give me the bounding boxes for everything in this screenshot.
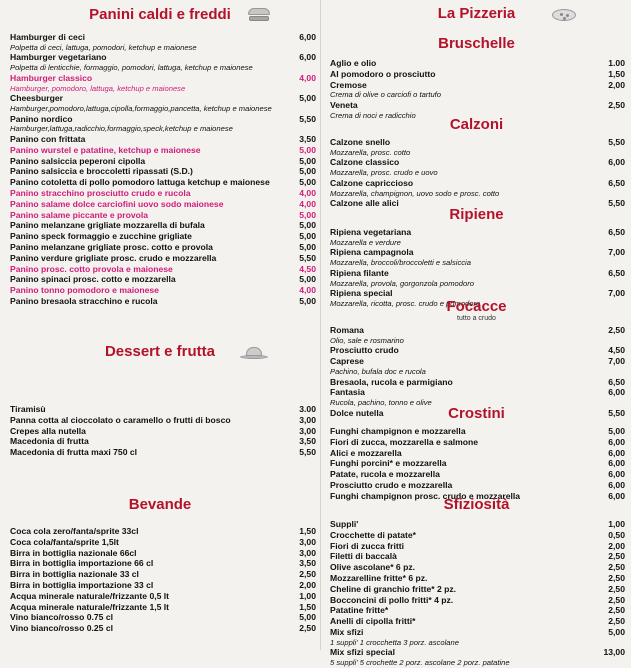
menu-item-name: Suppli' [330, 519, 359, 529]
bruschelle-section [322, 35, 631, 120]
menu-item-name: Acqua minerale naturale/frizzante 1,5 lt [10, 601, 170, 612]
ripiene-list [322, 227, 631, 309]
menu-item-price: 6,50 [608, 177, 625, 188]
menu-item [330, 584, 625, 595]
bruschelle-title: Bruschelle [438, 35, 515, 52]
menu-item-price: 2,50 [608, 583, 625, 594]
menu-item [10, 264, 316, 275]
menu-item [10, 426, 316, 437]
menu-item-price: 6,00 [608, 157, 625, 168]
menu-item-price: 2,50 [608, 325, 625, 335]
menu-item-name: Birra in bottiglia nazionale 66cl [10, 547, 137, 558]
menu-item-name: Ripiena filante [330, 267, 389, 278]
menu-item-price: 6,00 [608, 436, 625, 447]
menu-item-price: 3.00 [299, 404, 316, 414]
menu-item [10, 199, 316, 210]
menu-item [10, 32, 316, 52]
menu-item [330, 458, 625, 469]
menu-item-price: 5,50 [608, 137, 625, 147]
crostini-list [322, 426, 631, 502]
menu-item-name: Fiori di zucca fritti [330, 540, 405, 551]
pizza-icon [552, 9, 576, 21]
menu-item-name: Bresaola, rucola e parmigiano [330, 376, 453, 387]
menu-item-price: 5,00 [299, 231, 316, 242]
menu-item-price: 5,50 [299, 252, 316, 263]
menu-item-description: Polpetta di ceci, lattuga, pomodori, ketchup e maionese [10, 42, 197, 52]
menu-item-name: Funghi champignon prosc. crudo e mozzarella [330, 490, 521, 501]
menu-item-name: Macedonia di frutta [10, 436, 89, 447]
menu-item [330, 157, 625, 177]
menu-item-price: 6,00 [608, 387, 625, 398]
menu-item [10, 253, 316, 264]
menu-item-price: 3,00 [299, 547, 316, 558]
menu-item-price: 4,00 [299, 72, 316, 83]
menu-item-name: Al pomodoro o prosciutto [330, 68, 436, 79]
menu-item-price: 1,50 [299, 526, 316, 536]
menu-item [10, 602, 316, 613]
menu-item-name: Crocchette di patate* [330, 529, 416, 540]
menu-item [10, 166, 316, 177]
bevande-list [0, 526, 320, 634]
menu-item-name: Caprese [330, 356, 364, 367]
dessert-plate-icon [240, 345, 268, 359]
dessert-list [0, 404, 320, 458]
menu-item [10, 612, 316, 623]
menu-item [330, 647, 625, 667]
menu-item-name: Mozzarelline fritte* 6 pz. [330, 572, 428, 583]
menu-item [10, 569, 316, 580]
menu-item [10, 285, 316, 296]
menu-item-price: 6,00 [608, 479, 625, 490]
menu-item-name: Hamburger classico [10, 72, 93, 83]
menu-item-name: Birra in bottiglia importazione 66 cl [10, 558, 154, 569]
menu-item [10, 436, 316, 447]
menu-item-name: Romana [330, 325, 364, 335]
menu-item-name: Patate, rucola e mozzarella [330, 469, 440, 480]
menu-item-name: Birra in bottiglia importazione 33 cl [10, 579, 154, 590]
crostini-section [322, 405, 631, 502]
menu-item-description: Mozzarella, prosc. crudo e uovo [330, 168, 438, 178]
menu-item-price: 4,50 [608, 345, 625, 356]
menu-item-price: 5,00 [299, 177, 316, 188]
menu-item-name: Ripiena special [330, 288, 393, 299]
menu-item-price: 13,00 [603, 647, 625, 658]
focacce-subtitle: tutto a crudo [457, 315, 496, 322]
menu-item [330, 69, 625, 80]
menu-item-price: 3,50 [299, 558, 316, 569]
menu-item-name: Cheline di granchio fritte* 2 pz. [330, 583, 457, 594]
menu-item-price: 5,00 [299, 166, 316, 177]
menu-item [10, 93, 316, 113]
menu-item [330, 541, 625, 552]
menu-item-description: Mozzarella, provola, gorgonzola pomodoro [330, 278, 474, 288]
menu-item-price: 2,50 [299, 569, 316, 580]
menu-item-name: Panino cotoletta di pollo pomodoro lattuga ketchup e maionese [10, 177, 270, 188]
menu-item-price: 4,50 [299, 263, 316, 274]
menu-item-price: 5,00 [299, 144, 316, 155]
menu-item-name: Anelli di cipolla fritti* [330, 616, 416, 627]
menu-item-price: 2,50 [608, 562, 625, 573]
menu-item [10, 220, 316, 231]
bevande-title: Bevande [128, 496, 192, 513]
menu-item-description: Olio, sale e rosmarino [330, 335, 404, 345]
sfiziosita-section [322, 496, 631, 668]
menu-item-name: Alici e mozzarella [330, 447, 402, 458]
menu-item-price: 2,50 [608, 605, 625, 616]
menu-item-price: 5,00 [299, 241, 316, 252]
menu-item-price: 7,00 [608, 356, 625, 367]
menu-item-price: 5,50 [608, 407, 625, 418]
menu-item-price: 5,00 [299, 612, 316, 623]
menu-item-price: 3,00 [299, 414, 316, 425]
menu-item-price: 4,00 [299, 198, 316, 209]
menu-item-name: Funghi champignon e mozzarella [330, 426, 466, 436]
menu-item-description: Mozzarella, ricotta, prosc. crudo e pomodoro [330, 298, 481, 308]
menu-item-price: 6,00 [299, 32, 316, 42]
menu-item-price: 4,00 [299, 187, 316, 198]
menu-item [10, 623, 316, 634]
menu-item-description: 5 suppli' 5 crochette 2 porz. ascolane 2 porz. patatine [330, 658, 510, 668]
menu-item [330, 573, 625, 584]
menu-item-name: Panino melanzane grigliate prosc. cotto e provola [10, 241, 213, 252]
menu-item [330, 551, 625, 562]
menu-item-price: 2,50 [608, 572, 625, 583]
menu-item [330, 480, 625, 491]
menu-item-name: Tiramisù [10, 404, 46, 414]
menu-item-name: Ripiena vegetariana [330, 227, 412, 237]
menu-item-price: 5,00 [608, 626, 625, 637]
menu-item-price: 2,50 [608, 616, 625, 627]
menu-item-description: Mozzarella e verdure [330, 237, 401, 247]
menu-item-name: Calzone capriccioso [330, 177, 414, 188]
menu-item-price: 3,00 [299, 425, 316, 436]
menu-item-name: Acqua minerale naturale/frizzante 0,5 lt [10, 590, 170, 601]
menu-item-name: Fiori di zucca, mozzarella e salmone [330, 436, 479, 447]
dessert-section [0, 343, 320, 458]
menu-item-name: Dolce nutella [330, 407, 384, 418]
menu-item [10, 188, 316, 199]
menu-item-name: Veneta [330, 99, 358, 110]
menu-item-price: 1,00 [299, 590, 316, 601]
menu-item-price: 5,00 [299, 209, 316, 220]
menu-item-description: Mozzarella, prosc. cotto [330, 147, 411, 157]
menu-item-name: Panino nordico [10, 113, 73, 124]
menu-item [10, 296, 316, 307]
menu-item-name: Ripiena campagnola [330, 247, 414, 258]
calzoni-title: Calzoni [449, 116, 504, 133]
menu-item [10, 415, 316, 426]
menu-item-name: Panino prosc. cotto provola e maionese [10, 263, 173, 274]
menu-item [330, 448, 625, 459]
menu-item [330, 562, 625, 573]
menu-item-price: 1,50 [608, 68, 625, 79]
panini-section [0, 6, 320, 307]
menu-item-description: Crema di noci e radicchio [330, 110, 416, 120]
menu-item-name: Mix sfizi [330, 626, 364, 637]
menu-item [330, 345, 625, 356]
menu-item-name: Coca cola/fanta/sprite 1,5lt [10, 536, 119, 547]
panini-title: Panini caldi e freddi [89, 6, 231, 23]
menu-item-price: 4,00 [299, 285, 316, 296]
menu-item-price: 5,50 [299, 113, 316, 124]
menu-item [330, 605, 625, 616]
crostini-title: Crostini [448, 405, 505, 422]
menu-item-name: Calzone alle alici [330, 198, 399, 209]
menu-item-price: 2,50 [608, 99, 625, 110]
menu-item-name: Aglio e olio [330, 58, 377, 68]
menu-item-name: Calzone classico [330, 157, 400, 168]
menu-item-price: 6,00 [608, 469, 625, 480]
menu-item [330, 627, 625, 647]
menu-item-name: Panino salame piccante e provola [10, 209, 149, 220]
menu-item-name: Vino bianco/rosso 0.75 cl [10, 612, 114, 623]
menu-item-price: 1.00 [608, 58, 625, 68]
menu-item-name: Vino bianco/rosso 0.25 cl [10, 623, 114, 634]
menu-item-name: Olive ascolane* 6 pz. [330, 562, 416, 573]
menu-item [10, 156, 316, 167]
menu-item-name: Panna cotta al cioccolato o caramello o frutti di bosco [10, 414, 231, 425]
menu-item-price: 6,50 [608, 227, 625, 237]
menu-item-description: Hamburger, pomodoro, lattuga, ketchup e maionese [10, 83, 186, 93]
burger-icon [248, 8, 270, 22]
menu-item-description: Pachino, bufala doc e rucola [330, 366, 426, 376]
column-divider [320, 0, 321, 650]
menu-item-price: 5,00 [299, 93, 316, 104]
menu-item [330, 137, 625, 157]
menu-item-price: 6,00 [608, 490, 625, 501]
menu-item-name: Calzone snello [330, 137, 391, 147]
menu-item-name: Hamburger di ceci [10, 32, 85, 42]
sfiziosita-title: Sfiziosità [443, 496, 510, 513]
bruschelle-list [322, 58, 631, 120]
menu-item-name: Panino con frittata [10, 133, 86, 144]
menu-item-price: 5,00 [299, 274, 316, 285]
focacce-title: Focacce [446, 298, 507, 315]
menu-item-name: Panino bresaola stracchino e rucola [10, 295, 158, 306]
menu-item-description: Hamburger,lattuga,radicchio,formaggio,speck,ketchup e maionese [10, 124, 233, 134]
menu-item-name: Filetti di baccalà [330, 551, 397, 562]
menu-item-name: Macedonia di frutta maxi 750 cl [10, 447, 138, 458]
menu-item-price: 2,00 [299, 579, 316, 590]
menu-item [10, 591, 316, 602]
menu-item [330, 426, 625, 437]
menu-item-name: Patatine fritte* [330, 605, 389, 616]
menu-item-price: 5,00 [608, 426, 625, 436]
menu-item-name: Birra in bottiglia nazionale 33 cl [10, 569, 139, 580]
menu-item-price: 2,50 [299, 623, 316, 634]
menu-item [330, 325, 625, 345]
menu-item-price: 7,00 [608, 288, 625, 299]
menu-item [10, 548, 316, 559]
menu-item-price: 2,00 [608, 540, 625, 551]
menu-item-price: 2,50 [608, 551, 625, 562]
menu-item-name: Bocconcini di pollo fritti* 4 pz. [330, 594, 454, 605]
menu-item-name: Coca cola zero/fanta/sprite 33cl [10, 526, 139, 536]
menu-item [330, 178, 625, 198]
menu-item [10, 114, 316, 134]
menu-item [10, 231, 316, 242]
bevande-section [0, 496, 320, 634]
menu-item-description: Mozzarella, broccoli/broccoletti e salsiccia [330, 258, 471, 268]
menu-item-description: Crema di olive o carciofi o tartufo [330, 90, 441, 100]
menu-item-price: 6,00 [299, 52, 316, 63]
menu-item-name: Panino melanzane grigliate mozzarella di bufala [10, 220, 205, 231]
calzoni-section [322, 116, 631, 209]
menu-item-price: 6,00 [608, 458, 625, 469]
menu-item-name: Panino speck formaggio e zucchine grigliate [10, 231, 192, 242]
menu-item-name: Cremose [330, 79, 367, 90]
menu-item-name: Panino wurstel e patatine, ketchup e maionese [10, 144, 201, 155]
dessert-title: Dessert e frutta [104, 343, 216, 360]
menu-item-price: 3,50 [299, 436, 316, 447]
menu-item-name: Panino spinaci prosc. cotto e mozzarella [10, 274, 176, 285]
menu-item [10, 447, 316, 458]
menu-item-name: Panino salsiccia peperoni cipolla [10, 155, 146, 166]
menu-item [10, 404, 316, 415]
menu-item [330, 469, 625, 480]
focacce-section [322, 298, 631, 419]
panini-list [0, 32, 320, 307]
menu-item-price: 1,50 [299, 601, 316, 612]
pizzeria-header [322, 5, 631, 25]
menu-item-name: Fantasia [330, 387, 365, 398]
menu-item-name: Panino tonno pomodoro e maionese [10, 285, 159, 296]
menu-item-description: Polpetta di lenticchie, formaggio, pomodori, lattuga, ketchup e maionese [10, 63, 253, 73]
ripiene-title: Ripiene [449, 206, 504, 223]
ripiene-section [322, 206, 631, 309]
menu-item-name: Hamburger vegetariano [10, 52, 107, 63]
menu-item-price: 5,50 [608, 198, 625, 209]
menu-item-name: Panino salsiccia e broccoletti ripassati (S.D.) [10, 166, 193, 177]
menu-item-price: 6,00 [608, 447, 625, 458]
menu-item [10, 145, 316, 156]
menu-item-price: 1,00 [608, 519, 625, 529]
menu-item-description: Hamburger,pomodoro,lattuga,cipolla,formaggio,pancetta, ketchup e maionese [10, 103, 272, 113]
menu-item [10, 73, 316, 93]
menu-item-description: 1 suppli' 1 crocchetta 3 porz. ascolane [330, 637, 459, 647]
calzoni-list [322, 137, 631, 209]
menu-item [10, 242, 316, 253]
menu-item [10, 537, 316, 548]
menu-item-price: 7,00 [608, 247, 625, 258]
menu-item [10, 177, 316, 188]
menu-item [330, 437, 625, 448]
menu-item-name: Panino verdure grigliate prosc. crudo e mozzarella [10, 252, 217, 263]
menu-item [10, 558, 316, 569]
menu-item [10, 526, 316, 537]
menu-item [10, 52, 316, 72]
menu-item [10, 580, 316, 591]
menu-item [330, 377, 625, 388]
sfiziosita-list [322, 519, 631, 668]
menu-item-name: Prosciutto crudo e mozzarella [330, 479, 453, 490]
menu-item-price: 3,50 [299, 133, 316, 144]
menu-item [330, 519, 625, 530]
menu-item-price: 2,00 [608, 79, 625, 90]
menu-item-price: 2,50 [608, 594, 625, 605]
menu-item-name: Cheesburger [10, 93, 64, 104]
menu-item [330, 80, 625, 100]
menu-item [330, 268, 625, 288]
menu-item [330, 616, 625, 627]
menu-item [10, 274, 316, 285]
menu-item-description: Mozzarella, champignon, uovo sodo e prosc. cotto [330, 188, 500, 198]
menu-item-name: Panino stracchino prosciutto crudo e rucola [10, 187, 191, 198]
menu-item-price: 5,00 [299, 155, 316, 166]
menu-item-name: Funghi porcini* e mozzarella [330, 458, 447, 469]
menu-item-price: 6,50 [608, 267, 625, 278]
menu-item-name: Mix sfizi special [330, 647, 395, 658]
menu-item [330, 247, 625, 267]
menu-item-price: 5,00 [299, 295, 316, 306]
menu-item-name: Prosciutto crudo [330, 345, 399, 356]
menu-item [10, 134, 316, 145]
menu-item [330, 530, 625, 541]
menu-item-price: 5,00 [299, 220, 316, 231]
menu-item-description: Rucola, pachino, tonno e olive [330, 398, 432, 408]
menu-item [330, 227, 625, 247]
menu-item [10, 210, 316, 221]
menu-item-price: 0,50 [608, 529, 625, 540]
pizzeria-title: La Pizzeria [437, 5, 516, 22]
menu-item-name: Crepes alla nutella [10, 425, 86, 436]
menu-item-price: 3,00 [299, 536, 316, 547]
menu-item [330, 58, 625, 69]
menu-item [330, 595, 625, 606]
menu-item-price: 6,50 [608, 376, 625, 387]
menu-item-price: 5,50 [299, 447, 316, 458]
menu-item [330, 356, 625, 376]
menu-item-name: Panino salame dolce carciofini uovo sodo maionese [10, 198, 224, 209]
